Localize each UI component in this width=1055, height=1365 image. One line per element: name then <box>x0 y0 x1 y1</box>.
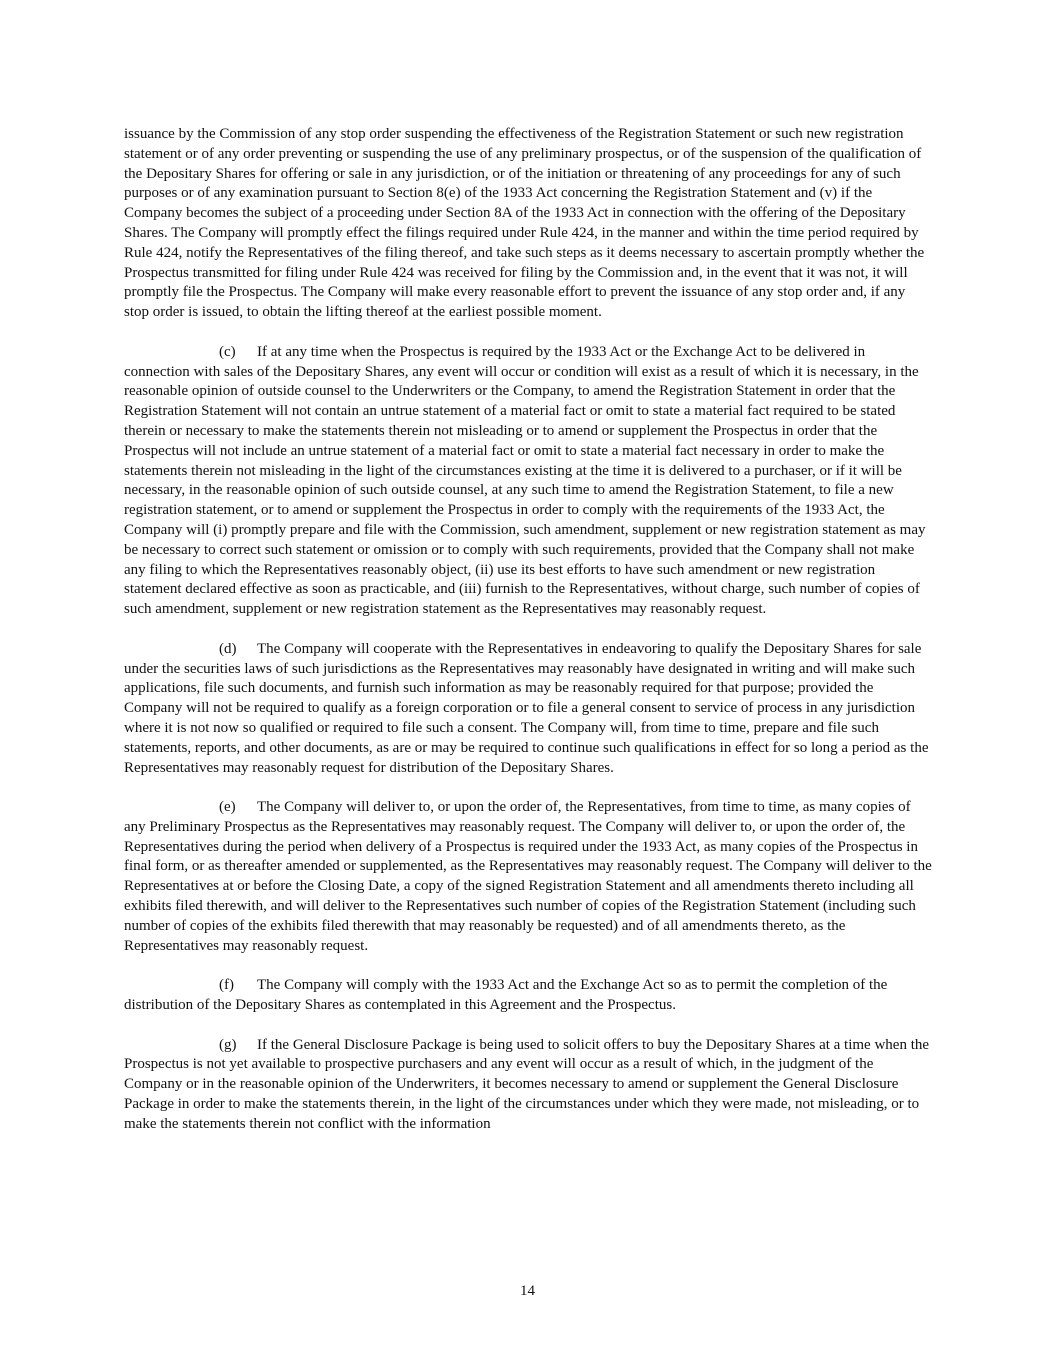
paragraph-label: (f) <box>219 977 234 994</box>
paragraph-c <box>124 343 934 620</box>
paragraph-text: The Company will deliver to, or upon the order of, the Representatives, from time to time, as many copies of any Preliminary Prospectus as the Representatives may reasonably request. The Company will deliver to, or upon the order of, the Representatives during the period when delivery of a Prospectus is required under the 1933 Act, as many copies of the Prospectus in final form, or as thereafter amended or supplemented, as the Representatives may reasonably request. The Company will deliver to the Representatives at or before the Closing Date, a copy of the signed Registration Statement and all amendments thereto including all exhibits filed therewith, and will deliver to the Representatives such number of copies of the Registration Statement (including such number of copies of the exhibits filed therewith that may reasonably be requested) and of all amendments thereto, as the Representatives may reasonably request. <box>124 799 932 954</box>
paragraph-text: If at any time when the Prospectus is required by the 1933 Act or the Exchange Act to be delivered in connection with sales of the Depositary Shares, any event will occur or condition will exist as a result of which it is necessary, in the reasonable opinion of outside counsel to the Underwriters or the Company, to amend the Registration Statement in order that the Registration Statement will not contain an untrue statement of a material fact or omit to state a material fact required to be stated therein or necessary to make the statements therein not misleading or to amend or supplement the Prospectus in order that the Prospectus will not include an untrue statement of a material fact or omit to state a material fact necessary in order to make the statements therein not misleading in the light of the circumstances existing at the time it is delivered to a purchaser, or if it will be necessary, in the reasonable opinion of such outside counsel, at any such time to amend the Registration Statement, to file a new registration statement, or to amend or supplement the Prospectus in order to comply with the requirements of the 1933 Act, the Company will (i) promptly prepare and file with the Commission, such amendment, supplement or new registration statement as may be necessary to correct such statement or omission or to comply with such requirements, provided that the Company shall not make any filing to which the Representatives reasonably object, (ii) use its best efforts to have such amendment or new registration statement declared effective as soon as practicable, and (iii) furnish to the Representatives, without charge, such number of copies of such amendment, supplement or new registration statement as the Representatives may reasonably request. <box>124 343 926 618</box>
paragraph-e <box>124 798 934 956</box>
paragraph-label: (e) <box>219 799 236 816</box>
paragraph-text: The Company will cooperate with the Representatives in endeavoring to qualify the Depositary Shares for sale under the securities laws of such jurisdictions as the Representatives may reasonably have designated in writing and will make such applications, file such documents, and furnish such information as may be reasonably required for that purpose; provided the Company will not be required to qualify as a foreign corporation or to file a general consent to service of process in any jurisdiction where it is not now so qualified or required to file such a consent. The Company will, from time to time, prepare and file such statements, reports, and other documents, as are or may be required to continue such qualifications in effect for so long a period as the Representatives may reasonably request for distribution of the Depositary Shares. <box>124 640 929 776</box>
paragraph-continuation <box>124 125 934 323</box>
paragraph-f <box>124 976 934 1016</box>
paragraph-label: (d) <box>219 640 237 657</box>
paragraph-g <box>124 1036 934 1135</box>
document-body <box>124 125 934 1154</box>
paragraph-text: The Company will comply with the 1933 Act and the Exchange Act so as to permit the completion of the distribution of the Depositary Shares as contemplated in this Agreement and the Prospectus. <box>124 977 888 1014</box>
paragraph-label: (g) <box>219 1036 237 1053</box>
paragraph-d <box>124 640 934 779</box>
paragraph-text: If the General Disclosure Package is being used to solicit offers to buy the Depositary Shares at a time when the Prospectus is not yet available to prospective purchasers and any event will occur as a result of which, in the judgment of the Company or in the reasonable opinion of the Underwriters, it becomes necessary to amend or supplement the General Disclosure Package in order to make the statements therein, in the light of the circumstances under which they were made, not misleading, or to make the statements therein not conflict with the information <box>124 1036 930 1132</box>
page-number: 14 <box>520 1283 535 1299</box>
paragraph-text: issuance by the Commission of any stop order suspending the effectiveness of the Registration Statement or such new registration statement or of any order preventing or suspending the use of any preliminary prospectus, or of the suspension of the qualification of the Depositary Shares for offering or sale in any jurisdiction, or of the initiation or threatening of any proceedings for any of such purposes or of any examination pursuant to Section 8(e) of the 1933 Act concerning the Registration Statement and (v) if the Company becomes the subject of a proceeding under Section 8A of the 1933 Act in connection with the offering of the Depositary Shares. The Company will promptly effect the filings required under Rule 424, in the manner and within the time period required by Rule 424, notify the Representatives of the filing thereof, and take such steps as it deems necessary to ascertain promptly whether the Prospectus transmitted for filing under Rule 424 was received for filing by the Commission and, in the event that it was not, it will promptly file the Prospectus. The Company will make every reasonable effort to prevent the issuance of any stop order and, if any stop order is issued, to obtain the lifting thereof at the earliest possible moment. <box>124 126 925 321</box>
paragraph-label: (c) <box>219 343 236 360</box>
